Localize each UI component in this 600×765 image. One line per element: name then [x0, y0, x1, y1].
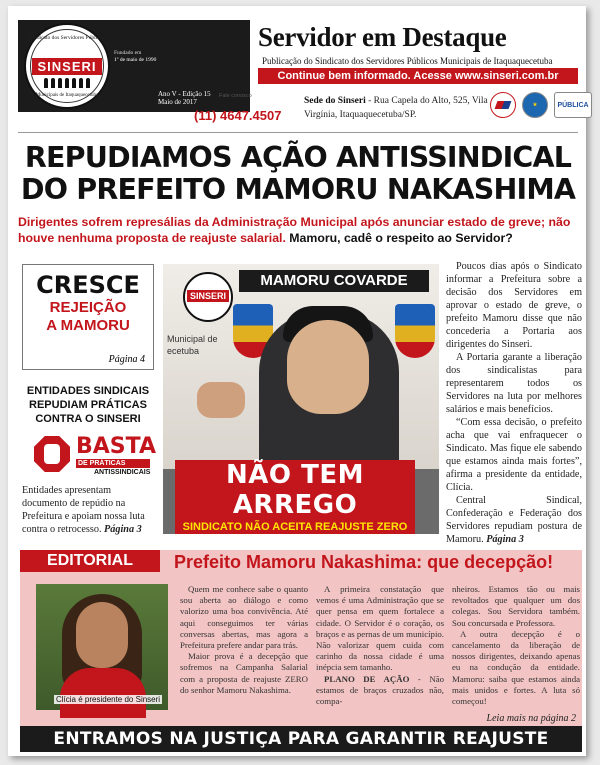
founded-line1: Fundado em: [114, 50, 142, 56]
ed-col1-p1: Quem me conhece sabe o quanto sou aberta ao diálogo e como valorizo uma boa convivência. Até aqui conseguimos ter várias conversas abertas, mas agora a Prefeitura prefere andar para trás.: [180, 584, 308, 651]
main-headline: [18, 142, 578, 206]
edition-line1: Ano V - Edição 15: [158, 90, 211, 98]
headline-line1: REPUDIAMOS AÇÃO ANTISSINDICAL: [24, 141, 572, 174]
nao-tem-arrego-box: [175, 460, 415, 550]
cresce-title: CRESCE: [36, 271, 140, 299]
pointing-hand: [197, 382, 245, 418]
ent-line1: ENTIDADES SINDICAIS: [26, 385, 150, 397]
stop-hand-icon: [34, 436, 70, 472]
ent-line3: CONTRA O SINSERI: [35, 413, 141, 425]
ed-col2-p2-text: - Não estamos de braços cruzados não, compa-: [316, 673, 444, 707]
ed-col3-p2: A outra decepção é o cancelamento da liberação de nossos dirigentes, deixando apenas eu na condução da entidade. Mamoru: saiba que estamos ainda mais unidos e fortes. A luta só começou!: [452, 628, 580, 707]
cresce-page-ref: Página 4: [108, 354, 145, 365]
cresce-box: [22, 264, 154, 370]
masthead-dark-block: [18, 20, 250, 112]
partner-logo-2-icon: ★: [522, 92, 548, 118]
president-body: [60, 668, 146, 718]
sinseri-seal-logo: [24, 23, 110, 109]
basta-subtitle: DE PRÁTICAS: [76, 459, 150, 468]
lead-black: Mamoru, cadê o respeito ao Servidor?: [285, 231, 513, 245]
red-box-line2: SINDICATO NÃO ACEITA REAJUSTE ZERO: [182, 521, 408, 533]
masthead: [18, 20, 589, 132]
editorial-title: Prefeito Mamoru Nakashima: que decepção!: [174, 552, 554, 572]
mayor-face: [287, 320, 369, 414]
address-block: [304, 94, 492, 122]
editorial-col-2: [316, 584, 444, 707]
publica-logo: PÚBLICA: [554, 92, 592, 118]
right-column-text: [446, 260, 582, 546]
photo-seal-name: SINSERI: [187, 290, 229, 302]
ed-col1-p2: Maior prova é a decepção que sofremos na Campanha Salarial com a proposta de reajuste ZERO do senhor Mamoru Nakashima.: [180, 651, 308, 695]
red-box-line1: NÃO TEM ARREGO: [226, 460, 364, 520]
founded-line2: 1º de maio de 1990: [114, 57, 157, 63]
city-crest-icon: [395, 304, 435, 358]
ed-col3-p1: nheiros. Estamos tão ou mais revoltados que qualquer um dos colegas. Sou Servidora também. Sou concursada e Professora.: [452, 584, 580, 628]
edition-info: [158, 90, 211, 106]
website-tagline[interactable]: Continue bem informado. Acesse www.sinseri.com.br: [258, 68, 578, 84]
rejeicao-line2: A MAMORU: [46, 317, 130, 334]
ed-col2-p1: A primeira constatação que vemos é uma Administração que se quer pensa em quem fortalece a cidade. O Servidor é o coração, os braços e as pernas de um município. Não valorizar quem cuida com carinho da nossa cidade é uma inépcia sem tamanho.: [316, 584, 444, 673]
right-para-4-text: Central Sindical, Confederação e Federação dos Servidores repudiam postura de Mamoru.: [446, 495, 582, 545]
address-text: - Rua Capela do Alto, 525, Vila Virgínia, Itaquaquecetuba/SP.: [304, 96, 488, 120]
ent-line2: REPUDIAM PRÁTICAS: [29, 399, 147, 411]
right-para-1: Poucos dias após o Sindicato informar a Prefeitura sobre a decisão dos Servidores em aprovar o estado de greve, o prefeito Mamoru disse que não concederia a Portaria aos dirigentes do Sinseri.: [446, 261, 582, 350]
right-para-3: “Com essa decisão, o prefeito acha que vai enfraquecer o Sindicato. Mas fique ele sabendo que estamos ainda mais fortes”, afirma a presidente da entidade, Clícia.: [446, 417, 582, 493]
newspaper-subtitle: Publicação do Sindicato dos Servidores Públicos Municipais de Itaquaquecetuba: [262, 56, 553, 66]
address-title: Sede do Sinseri: [304, 96, 366, 106]
seal-figures-icon: [44, 78, 90, 88]
left-body-page: Página 3: [104, 524, 142, 535]
editorial-tag: EDITORIAL: [20, 550, 160, 572]
muni-text2: ecetuba: [167, 346, 200, 356]
mayor-photo: [163, 264, 439, 550]
president-caption: Clícia é presidente do Sinseri: [56, 695, 161, 704]
seal-name: SINSERI: [32, 58, 102, 75]
president-face: [76, 602, 128, 668]
bottom-banner: ENTRAMOS NA JUSTIÇA PARA GARANTIR REAJUSTE: [20, 726, 582, 752]
left-body-text: [22, 484, 158, 536]
phone-label: Fale conosco: [219, 93, 252, 99]
masthead-divider: [18, 132, 578, 133]
lead-red: Dirigentes sofrem represálias da Administração Municipal após anunciar estado de greve; não houve nenhuma proposta de reajuste salarial.: [18, 215, 571, 245]
ed-col2-p2: [316, 674, 444, 708]
muni-text: Municipal de: [167, 334, 218, 344]
editorial-col-3: [452, 584, 580, 707]
right-para-2: A Portaria garante a liberação dos sindicalistas para representarem todos os Servidores na luta por melhores salários e mais benefícios.: [446, 352, 582, 415]
photo-banner: MAMORU COVARDE: [239, 270, 429, 292]
leia-mais-link[interactable]: Leia mais na página 2: [486, 713, 576, 724]
partner-logo-1-icon: [490, 92, 516, 118]
entidades-heading: [22, 384, 154, 426]
left-body: Entidades apresentam documento de repúdio na Prefeitura e apoiam nossa luta contra o retrocesso.: [22, 485, 145, 535]
edition-line2: Maio de 2017: [158, 98, 197, 106]
editorial-section: [20, 550, 582, 726]
right-para-4: [446, 494, 582, 546]
ed-col2-p2-bold: PLANO DE AÇÃO: [324, 673, 410, 684]
basta-title: BASTA: [76, 434, 156, 459]
partner-logos: [490, 92, 592, 118]
seal-top-text: Sindicato dos Servidores Públicos: [29, 35, 105, 41]
basta-badge: [34, 434, 156, 476]
rejeicao-line1: REJEIÇÃO: [49, 299, 127, 316]
photo-sinseri-seal: [183, 272, 233, 322]
right-para-4-page: Página 3: [486, 534, 524, 545]
phone-number[interactable]: (11) 4647.4507: [194, 108, 282, 123]
newspaper-page: [8, 6, 589, 756]
president-photo: [36, 584, 168, 710]
red-box-line3: PREFEITO PERSEGUE DIRETORIA: [187, 535, 403, 550]
basta-subtitle2: ANTISSINDICAIS: [94, 469, 151, 476]
seal-bottom-text: Municipais de Itaquaquecetuba: [35, 93, 99, 98]
founded-info: [114, 50, 164, 64]
lead-paragraph: [18, 214, 578, 246]
headline-line2: DO PREFEITO MAMORU NAKASHIMA: [20, 173, 576, 206]
newspaper-title: Servidor em Destaque: [258, 22, 507, 52]
editorial-col-1: [180, 584, 308, 696]
